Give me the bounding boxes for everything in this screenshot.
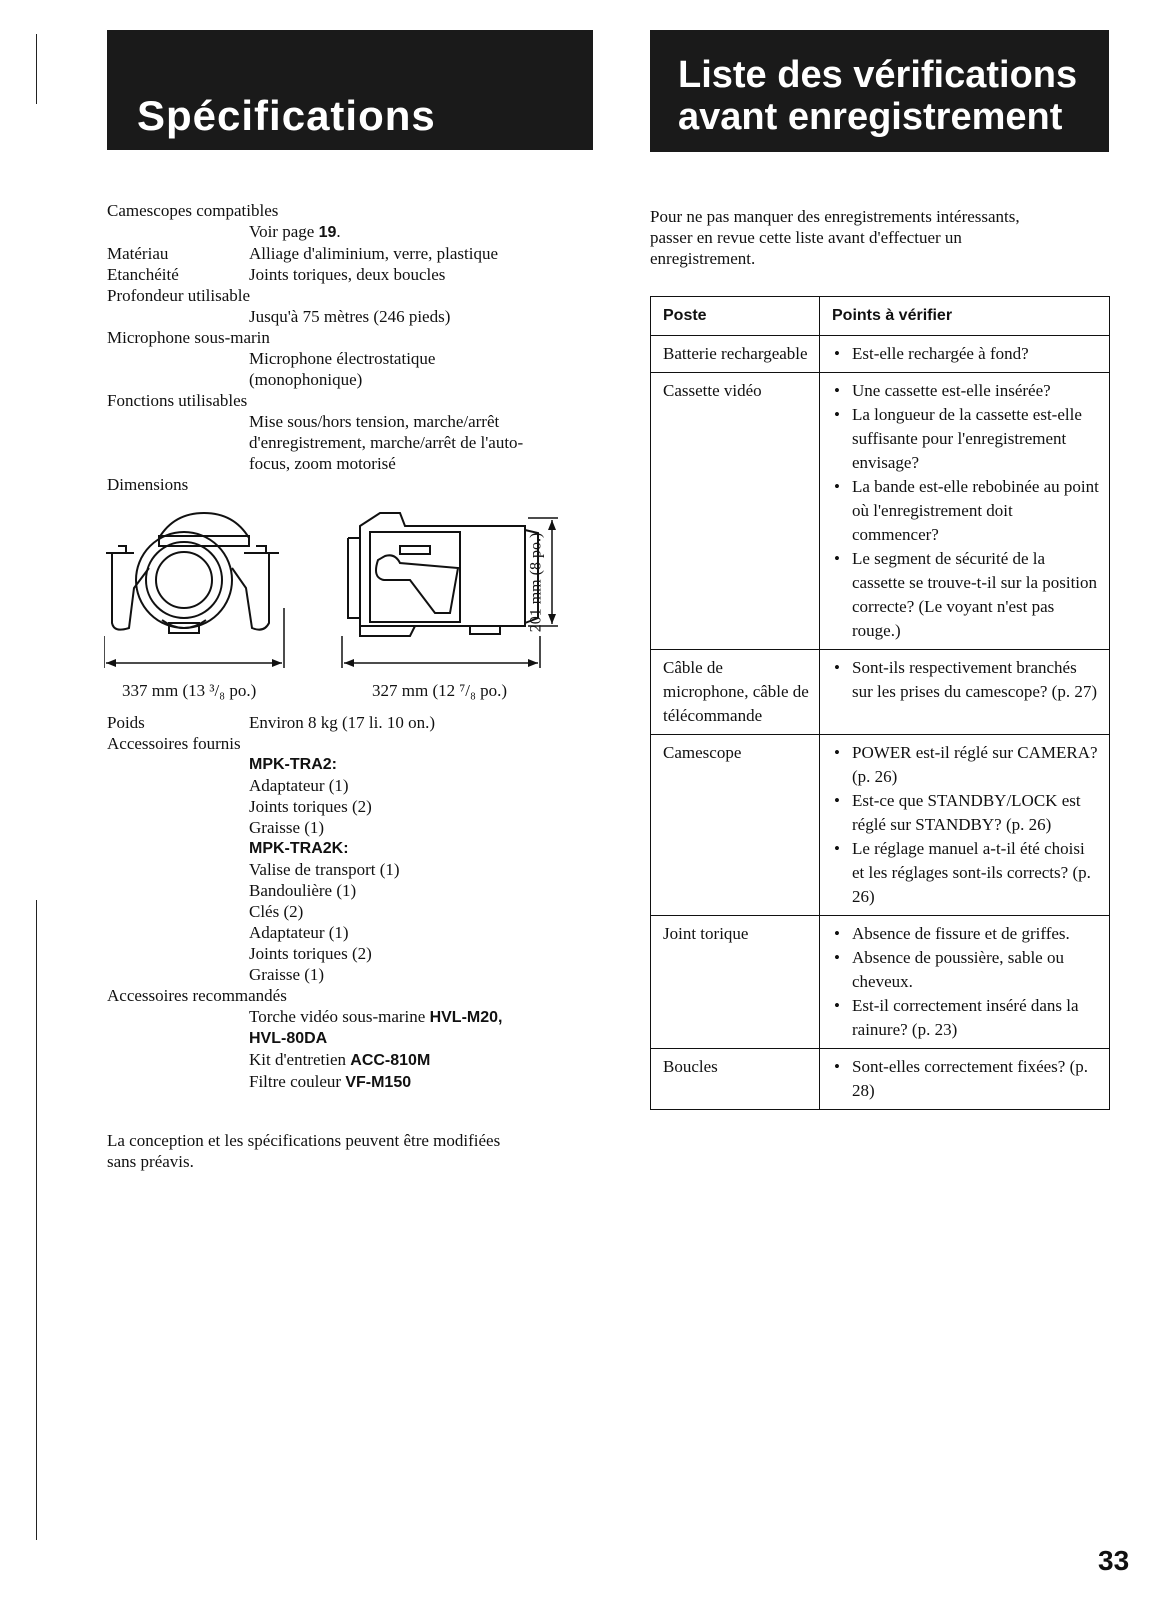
accessory-item: Graisse (1) [249,818,325,837]
recommended-item [107,1049,627,1071]
page-title: Spécifications [137,92,436,139]
checklist-table [650,296,1110,1110]
points-cell [820,735,1110,916]
spec-label: Matériau [107,244,169,263]
recommended-text: Kit d'entretien [249,1050,347,1069]
check-point: • Le segment de sécurité de la cassette se trouve-t-il sur la position correcte? (Le voyant n'est pas rouge.) [832,547,1099,643]
spec-value: Mise sous/hors tension, marche/arrêt [249,412,500,431]
intro-line: passer en revue cette liste avant d'effectuer un [650,228,962,247]
spec-value: focus, zoom motorisé [249,454,396,473]
specifications-list [107,200,627,495]
page-reference: 19 [318,224,337,241]
model-name: VF-M150 [345,1074,412,1091]
spec-value: Alliage d'aliminium, verre, plastique [249,244,499,263]
check-point: • La longueur de la cassette est-elle suffisante pour l'enregistrement envisage? [832,403,1099,475]
recommended-item [107,1071,627,1093]
accessory-item: Valise de transport (1) [249,860,400,879]
spec-row [107,712,627,733]
item-cell: Câble de microphone, câble de télécommande [651,650,820,735]
model-name: HVL-80DA [249,1030,328,1047]
column-header-points: Points à vérifier [820,297,1110,336]
checklist-intro [650,206,1120,269]
table-row [651,373,1110,650]
check-point: • Absence de poussière, sable ou cheveux. [832,946,1099,994]
table-row [651,916,1110,1049]
check-point: • POWER est-il réglé sur CAMERA? (p. 26) [832,741,1099,789]
model-name: ACC-810M [350,1052,431,1069]
margin-rule [36,34,37,104]
accessory-item: Bandoulière (1) [249,881,357,900]
note-line: sans préavis. [107,1152,194,1171]
item-cell: Cassette vidéo [651,373,820,650]
accessory-item: Adaptateur (1) [249,776,349,795]
dimension-depth-label: 327 mm (12 ⁷/₈ po.) [372,681,508,700]
spec-value: Jusqu'à 75 mètres (246 pieds) [249,307,451,326]
spec-value: Voir page 19. [249,222,341,241]
table-row [651,650,1110,735]
dimension-width-label: 337 mm (13 ³/₈ po.) [122,681,257,700]
spec-label: Fonctions utilisables [107,391,248,410]
recommended-text: Filtre couleur [249,1072,342,1091]
spec-value: Joints toriques, deux boucles [249,265,446,284]
accessory-item: Graisse (1) [249,965,325,984]
check-point: • Est-elle rechargée à fond? [832,342,1099,366]
spec-row [107,264,627,285]
accessory-item: Adaptateur (1) [249,923,349,942]
model-name: MPK-TRA2K: [249,840,349,857]
check-point: • Le réglage manuel a-t-il été choisi et les réglages sont-ils corrects? (p. 26) [832,837,1099,909]
item-cell: Camescope [651,735,820,916]
intro-line: enregistrement. [650,249,756,268]
spec-value: Microphone électrostatique [249,349,436,368]
model-name: MPK-TRA2: [249,756,337,773]
spec-label: Camescopes compatibles [107,201,279,220]
spec-value: Environ 8 kg (17 li. 10 on.) [249,713,436,732]
check-point: • La bande est-elle rebobinée au point où l'enregistrement doit commencer? [832,475,1099,547]
note-line: La conception et les spécifications peuvent être modifiées [107,1131,501,1150]
spec-label: Etanchéité [107,265,179,284]
checklist-title-line2: avant enregistrement [678,96,1063,138]
item-cell: Boucles [651,1049,820,1110]
item-cell: Joint torique [651,916,820,1049]
points-cell [820,1049,1110,1110]
section-header-specifications [107,30,593,150]
spec-label: Dimensions [107,475,189,494]
check-point: • Une cassette est-elle insérée? [832,379,1099,403]
accessory-item: Joints toriques (2) [249,944,372,963]
intro-line: Pour ne pas manquer des enregistrements intéressants, [650,207,1020,226]
recommended-text: Torche vidéo sous-marine [249,1007,426,1026]
table-header-row [651,297,1110,336]
specifications-list-lower [107,712,627,1093]
accessory-item: Joints toriques (2) [249,797,372,816]
table-row [651,735,1110,916]
recommended-item [107,1006,627,1028]
points-cell [820,916,1110,1049]
spec-label: Microphone sous-marin [107,328,270,347]
points-cell [820,373,1110,650]
spec-label: Accessoires recommandés [107,986,287,1005]
spec-value-text: Voir page [249,222,315,241]
section-header-checklist [650,30,1109,152]
check-point: • Est-il correctement inséré dans la rainure? (p. 23) [832,994,1099,1042]
spec-label: Accessoires fournis [107,734,241,753]
check-point: • Sont-elles correctement fixées? (p. 28) [832,1055,1099,1103]
margin-rule [36,900,37,1540]
points-cell [820,336,1110,373]
spec-value: (monophonique) [249,370,363,389]
front-view-drawing [104,508,304,668]
spec-row [107,243,627,264]
item-cell: Batterie rechargeable [651,336,820,373]
column-header-item: Poste [651,297,820,336]
spec-label: Profondeur utilisable [107,286,251,305]
checklist-title [678,54,1077,138]
page-number: 33 [1098,1545,1130,1576]
check-point: • Sont-ils respectivement branchés sur les prises du camescope? (p. 27) [832,656,1099,704]
model-name: HVL-M20, [429,1009,503,1026]
accessory-item: Clés (2) [249,902,304,921]
table-row [651,1049,1110,1110]
check-point: • Absence de fissure et de griffes. [832,922,1099,946]
spec-label: Poids [107,713,145,732]
points-cell [820,650,1110,735]
check-point: • Est-ce que STANDBY/LOCK est réglé sur STANDBY? (p. 26) [832,789,1099,837]
disclaimer-note [107,1130,587,1172]
table-row [651,336,1110,373]
spec-value: d'enregistrement, marche/arrêt de l'auto- [249,433,524,452]
dimension-height-label: 201 mm (8 po.) [527,532,545,633]
checklist-title-line1: Liste des vérifications [678,54,1078,96]
